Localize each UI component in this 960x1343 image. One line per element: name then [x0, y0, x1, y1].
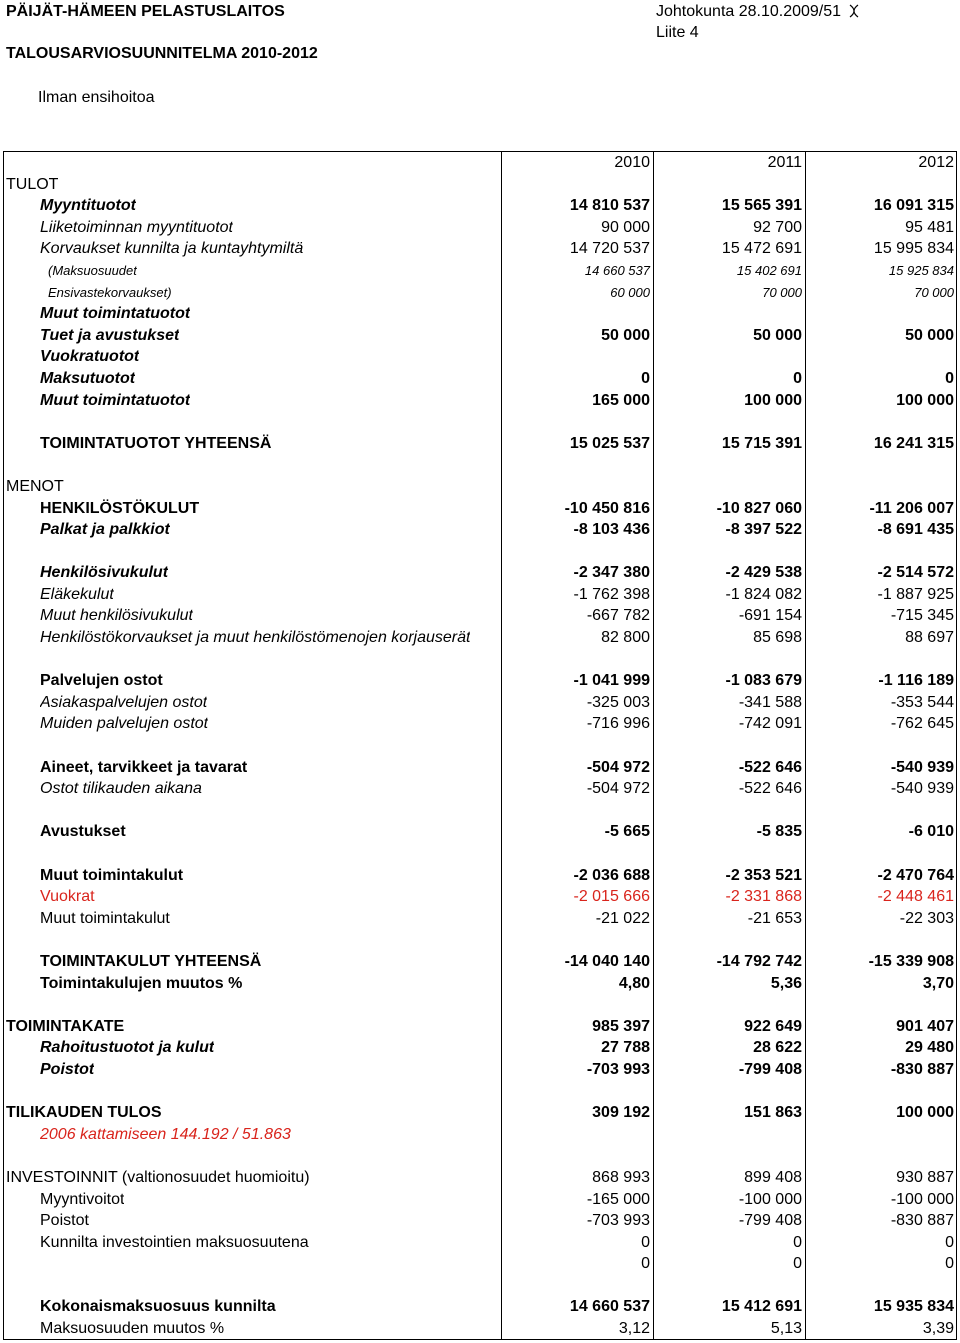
- table-row: [4, 1189, 956, 1211]
- value-2010: -14 040 140: [564, 952, 650, 970]
- value-2012: 0: [945, 1233, 954, 1251]
- value-2011: -21 653: [747, 909, 802, 927]
- table-body: [4, 152, 956, 1340]
- value-2012: 15 995 834: [873, 240, 954, 258]
- value-2010: -1 041 999: [573, 672, 650, 690]
- value-2011: 0: [793, 369, 802, 387]
- row-label: Vuokratuotot: [40, 348, 140, 366]
- row-label: (Maksuosuudet: [48, 262, 137, 278]
- row-label: INVESTOINNIT (valtionosuudet huomioitu): [6, 1168, 310, 1186]
- value-2010: -8 103 436: [573, 521, 650, 539]
- value-2010: 50 000: [601, 326, 650, 344]
- value-2010: 0: [641, 369, 650, 387]
- row-label: Tuet ja avustukset: [40, 326, 180, 344]
- text-cursor-icon: [847, 4, 861, 18]
- value-2012: 50 000: [905, 326, 954, 344]
- row-label: 2006 kattamiseen 144.192 / 51.863: [40, 1125, 291, 1143]
- row-label: Muut toimintatuotot: [40, 391, 191, 409]
- row-label: Ensivastekorvaukset): [48, 284, 172, 300]
- row-label: TOIMINTATUOTOT YHTEENSÄ: [40, 434, 272, 452]
- meeting-text: Johtokunta 28.10.2009/51: [656, 3, 842, 20]
- document-subtitle: Ilman ensihoitoa: [38, 89, 155, 106]
- table-row: [4, 951, 956, 973]
- table-row: [4, 476, 956, 498]
- value-2010: 2010: [614, 154, 650, 171]
- meeting-reference: [656, 3, 861, 21]
- value-2012: -2 470 764: [877, 866, 954, 884]
- value-2012: -1 116 189: [878, 672, 954, 690]
- table-row: [4, 562, 956, 584]
- value-2012: -22 303: [899, 909, 954, 927]
- value-2012: -6 010: [908, 823, 954, 841]
- value-2012: 930 887: [896, 1168, 954, 1186]
- value-2010: -5 665: [604, 823, 650, 841]
- table-row: [4, 498, 956, 520]
- table-row: [4, 605, 956, 627]
- value-2011: -100 000: [738, 1190, 802, 1208]
- value-2011: 15 472 691: [721, 240, 802, 258]
- value-2011: -742 091: [738, 715, 802, 733]
- attachment-label: Liite 4: [656, 24, 699, 41]
- table-row: [4, 282, 956, 304]
- row-label: Muut toimintatuotot: [40, 305, 191, 323]
- value-2010: 27 788: [601, 1039, 650, 1057]
- spacer-row: [4, 735, 956, 757]
- value-2010: 3,12: [618, 1320, 650, 1338]
- value-2011: 15 412 691: [721, 1298, 802, 1316]
- value-2012: -1 887 925: [877, 585, 954, 603]
- row-label: Vuokrat: [40, 888, 95, 906]
- row-label: Muiden palvelujen ostot: [40, 715, 209, 733]
- table-row: [4, 433, 956, 455]
- value-2011: 15 715 391: [721, 434, 802, 452]
- table-row: [4, 584, 956, 606]
- value-2011: 0: [793, 1233, 802, 1251]
- value-2010: 14 720 537: [569, 240, 650, 258]
- table-row: [4, 1167, 956, 1189]
- value-2010: -504 972: [586, 758, 650, 776]
- row-label: Muut toimintakulut: [40, 866, 184, 884]
- value-2012: 2012: [918, 154, 954, 171]
- row-label: Muut toimintakulut: [40, 909, 170, 927]
- table-row: [4, 1296, 956, 1318]
- row-label: TOIMINTAKULUT YHTEENSÄ: [40, 952, 262, 970]
- value-2012: 16 091 315: [873, 197, 954, 215]
- value-2011: -799 408: [738, 1212, 802, 1230]
- value-2010: 309 192: [592, 1104, 650, 1122]
- budget-table: [3, 151, 957, 1340]
- value-2011: -799 408: [738, 1060, 802, 1078]
- value-2011: 100 000: [744, 391, 802, 409]
- spacer-row: [4, 1145, 956, 1167]
- value-2012: -15 339 908: [868, 952, 954, 970]
- row-label: MENOT: [6, 477, 64, 495]
- value-2010: -2 015 666: [573, 888, 650, 906]
- value-2010: -2 347 380: [573, 564, 650, 582]
- table-row: [4, 1059, 956, 1081]
- value-2011: 70 000: [762, 284, 802, 300]
- value-2010: -1 762 398: [573, 585, 650, 603]
- value-2012: -540 939: [890, 780, 954, 798]
- table-row: [4, 886, 956, 908]
- value-2012: -715 345: [890, 607, 954, 625]
- row-label: TULOT: [6, 175, 59, 193]
- table-row: [4, 260, 956, 282]
- value-2011: 5,13: [770, 1320, 802, 1338]
- row-label: Myyntituotot: [40, 197, 136, 215]
- value-2012: 3,39: [922, 1320, 954, 1338]
- spacer-row: [4, 800, 956, 822]
- row-label: Henkilöstökorvaukset ja muut henkilöstömenojen korjauserät: [40, 629, 471, 647]
- value-2011: -8 397 522: [725, 521, 802, 539]
- value-2012: -353 544: [890, 693, 954, 711]
- value-2011: 85 698: [753, 629, 802, 647]
- value-2010: 15 025 537: [569, 434, 650, 452]
- row-label: Maksutuotot: [40, 369, 136, 387]
- table-row: [4, 346, 956, 368]
- spacer-row: [4, 649, 956, 671]
- value-2012: -540 939: [890, 758, 954, 776]
- row-label: Myyntivoitot: [40, 1190, 125, 1208]
- value-2010: 985 397: [592, 1017, 650, 1035]
- row-label: Toimintakulujen muutos %: [40, 974, 243, 992]
- value-2010: -10 450 816: [564, 499, 650, 517]
- value-2012: 15 935 834: [873, 1298, 954, 1316]
- value-2010: 14 660 537: [584, 262, 650, 278]
- value-2011: -10 827 060: [716, 499, 802, 517]
- table-row: [4, 174, 956, 196]
- value-2011: 151 863: [744, 1104, 802, 1122]
- value-2010: -325 003: [586, 693, 650, 711]
- value-2011: 28 622: [753, 1039, 802, 1057]
- table-row: [4, 1124, 956, 1146]
- value-2010: -703 993: [586, 1212, 650, 1230]
- row-label: Kunnilta investointien maksuosuutena: [40, 1233, 309, 1251]
- document-title: TALOUSARVIOSUUNNITELMA 2010-2012: [6, 45, 318, 62]
- row-label: Kokonaismaksuosuus kunnilta: [40, 1298, 276, 1316]
- value-2011: -341 588: [738, 693, 802, 711]
- row-label: Poistot: [40, 1212, 89, 1230]
- value-2010: 0: [641, 1255, 650, 1273]
- table-row: [4, 908, 956, 930]
- table-row: [4, 821, 956, 843]
- value-2012: 3,70: [922, 974, 954, 992]
- value-2011: 15 402 691: [736, 262, 802, 278]
- row-label: Avustukset: [40, 823, 126, 841]
- table-row: [4, 1016, 956, 1038]
- value-2012: 29 480: [905, 1039, 954, 1057]
- value-2012: 100 000: [896, 391, 954, 409]
- row-label: TOIMINTAKATE: [6, 1017, 125, 1035]
- spacer-row: [4, 454, 956, 476]
- org-name: PÄIJÄT-HÄMEEN PELASTUSLAITOS: [6, 3, 285, 20]
- row-label: Poistot: [40, 1060, 95, 1078]
- spacer-row: [4, 541, 956, 563]
- value-2012: -2 514 572: [877, 564, 954, 582]
- value-2010: -703 993: [586, 1060, 650, 1078]
- value-2012: -11 206 007: [869, 499, 954, 517]
- value-2012: -100 000: [890, 1190, 954, 1208]
- value-2010: -504 972: [586, 780, 650, 798]
- value-2012: 88 697: [905, 629, 954, 647]
- value-2010: 90 000: [601, 218, 650, 236]
- value-2010: 14 810 537: [569, 197, 650, 215]
- value-2010: -2 036 688: [573, 866, 650, 884]
- value-2011: -2 331 868: [725, 888, 802, 906]
- spacer-row: [4, 929, 956, 951]
- value-2010: 82 800: [601, 629, 650, 647]
- row-label: Henkilösivukulut: [40, 564, 169, 582]
- row-label: TILIKAUDEN TULOS: [6, 1104, 162, 1122]
- table-row: [4, 303, 956, 325]
- value-2011: -2 353 521: [725, 866, 802, 884]
- row-label: Aineet, tarvikkeet ja tavarat: [40, 758, 248, 776]
- value-2010: -21 022: [595, 909, 650, 927]
- value-2012: -8 691 435: [877, 521, 954, 539]
- value-2012: 901 407: [896, 1017, 954, 1035]
- value-2010: 0: [641, 1233, 650, 1251]
- table-row: [4, 865, 956, 887]
- value-2012: 100 000: [896, 1104, 954, 1122]
- table-row: [4, 1253, 956, 1275]
- value-2012: 16 241 315: [873, 434, 954, 452]
- spacer-row: [4, 411, 956, 433]
- value-2012: -762 645: [890, 715, 954, 733]
- table-row: [4, 670, 956, 692]
- value-2011: -2 429 538: [725, 564, 802, 582]
- value-2011: -1 824 082: [725, 585, 802, 603]
- row-label: Eläkekulut: [40, 585, 114, 603]
- value-2010: -667 782: [586, 607, 650, 625]
- table-row: [4, 973, 956, 995]
- table-row: [4, 152, 956, 174]
- table-row: [4, 325, 956, 347]
- value-2012: 15 925 834: [888, 262, 954, 278]
- spacer-row: [4, 994, 956, 1016]
- table-row: [4, 1210, 956, 1232]
- value-2012: 0: [945, 1255, 954, 1273]
- spacer-row: [4, 1275, 956, 1297]
- row-label: Palvelujen ostot: [40, 672, 163, 690]
- value-2012: -2 448 461: [877, 888, 954, 906]
- value-2010: 4,80: [618, 974, 650, 992]
- table-row: [4, 1037, 956, 1059]
- table-row: [4, 1318, 956, 1340]
- row-label: Maksuosuuden muutos %: [40, 1320, 225, 1338]
- value-2012: -830 887: [890, 1060, 954, 1078]
- table-row: [4, 778, 956, 800]
- table-row: [4, 390, 956, 412]
- table-row: [4, 217, 956, 239]
- value-2011: 15 565 391: [721, 197, 802, 215]
- value-2010: 60 000: [610, 284, 650, 300]
- table-row: [4, 692, 956, 714]
- value-2011: -691 154: [738, 607, 802, 625]
- value-2011: 2011: [767, 154, 802, 171]
- value-2010: -716 996: [586, 715, 650, 733]
- value-2011: -1 083 679: [725, 672, 802, 690]
- table-row: [4, 627, 956, 649]
- value-2010: 165 000: [592, 391, 650, 409]
- value-2011: -5 835: [756, 823, 802, 841]
- table-row: [4, 713, 956, 735]
- value-2011: 50 000: [753, 326, 802, 344]
- row-label: Rahoitustuotot ja kulut: [40, 1039, 215, 1057]
- row-label: Korvaukset kunnilta ja kuntayhtymiltä: [40, 240, 304, 258]
- row-label: Muut henkilösivukulut: [40, 607, 193, 625]
- value-2010: 14 660 537: [569, 1298, 650, 1316]
- table-row: [4, 368, 956, 390]
- value-2011: 92 700: [753, 218, 802, 236]
- value-2011: -522 646: [738, 758, 802, 776]
- value-2011: 5,36: [770, 974, 802, 992]
- table-row: [4, 1232, 956, 1254]
- value-2011: 0: [793, 1255, 802, 1273]
- table-row: [4, 519, 956, 541]
- value-2012: 95 481: [905, 218, 954, 236]
- row-label: Ostot tilikauden aikana: [40, 780, 202, 798]
- value-2011: 922 649: [744, 1017, 802, 1035]
- row-label: Liiketoiminnan myyntituotot: [40, 218, 233, 236]
- spacer-row: [4, 1081, 956, 1103]
- spacer-row: [4, 843, 956, 865]
- table-row: [4, 1102, 956, 1124]
- row-label: HENKILÖSTÖKULUT: [40, 499, 200, 517]
- value-2012: 0: [945, 369, 954, 387]
- value-2012: -830 887: [890, 1212, 954, 1230]
- value-2010: 868 993: [592, 1168, 650, 1186]
- value-2011: 899 408: [744, 1168, 802, 1186]
- table-row: [4, 757, 956, 779]
- row-label: Palkat ja palkkiot: [40, 521, 170, 539]
- table-row: [4, 195, 956, 217]
- value-2011: -522 646: [738, 780, 802, 798]
- row-label: Asiakaspalvelujen ostot: [40, 693, 208, 711]
- value-2012: 70 000: [914, 284, 954, 300]
- value-2011: -14 792 742: [716, 952, 802, 970]
- value-2010: -165 000: [586, 1190, 650, 1208]
- table-row: [4, 238, 956, 260]
